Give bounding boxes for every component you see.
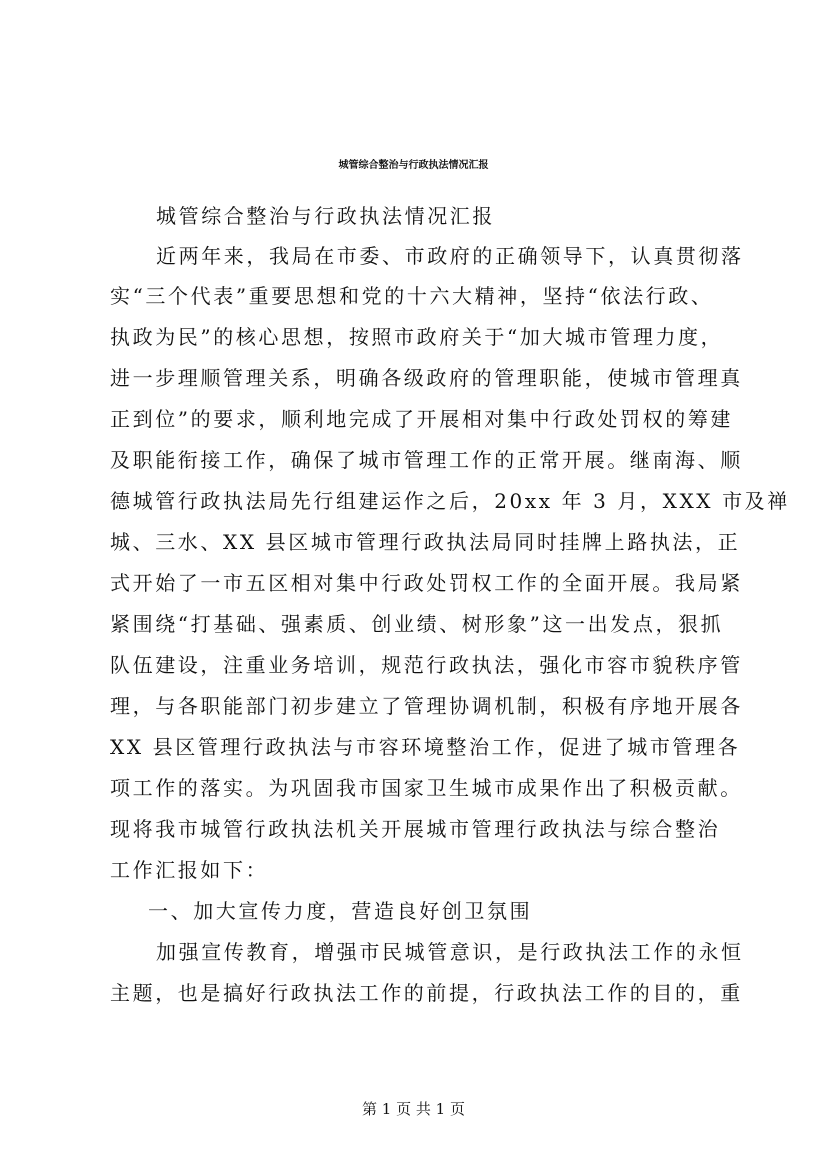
body-line: 紧围绕“打基础、强素质、创业绩、树形象”这一出发点，狠抓 [110, 612, 724, 636]
document-title: 城管综合整治与行政执法情况汇报 [338, 160, 489, 171]
body-line: 主题，也是搞好行政执法工作的前提，行政执法工作的目的，重 [110, 981, 743, 1005]
body-line: 现将我市城管行政执法机关开展城市管理行政执法与综合整治 [110, 817, 721, 841]
page-number: 第 1 页 共 1 页 [362, 1100, 465, 1118]
body-line: 项工作的落实。为巩固我市国家卫生城市成果作出了积极贡献。 [110, 776, 743, 800]
body-line: 工作汇报如下： [110, 858, 269, 882]
body-line: 城、三水、XX 县区城市管理行政执法局同时挂牌上路执法，正 [110, 530, 741, 554]
body-line: 正到位”的要求，顺利地完成了开展相对集中行政处罚权的筹建 [110, 407, 734, 431]
body-line: 近两年来，我局在市委、市政府的正确领导下，认真贯彻落 [156, 244, 744, 268]
body-line: XX 县区管理行政执法与市容环境整治工作，促进了城市管理各 [110, 735, 741, 759]
body-line: 理，与各职能部门初步建立了管理协调机制，积极有序地开展各 [110, 694, 743, 718]
section-heading: 一、加大宣传力度，营造良好创卫氛围 [148, 899, 533, 923]
body-line: 及职能衔接工作，确保了城市管理工作的正常开展。继南海、顺 [110, 448, 743, 472]
body-line: 式开始了一市五区相对集中行政处罚权工作的全面开展。我局紧 [110, 571, 743, 595]
body-line: 德城管行政执法局先行组建运作之后，20xx 年 3 月，XXX 市及禅 [110, 489, 790, 513]
body-line: 城管综合整治与行政执法情况汇报 [156, 204, 495, 228]
body-line: 执政为民”的核心思想，按照市政府关于“加大城市管理力度， [110, 325, 724, 349]
body-line: 队伍建设，注重业务培训，规范行政执法，强化市容市貌秩序管 [110, 653, 743, 677]
body-line: 进一步理顺管理关系，明确各级政府的管理职能，使城市管理真 [110, 366, 743, 390]
body-line: 实“三个代表”重要思想和党的十六大精神，坚持“依法行政、 [110, 284, 714, 308]
body-line: 加强宣传教育，增强市民城管意识，是行政执法工作的永恒 [156, 940, 744, 964]
